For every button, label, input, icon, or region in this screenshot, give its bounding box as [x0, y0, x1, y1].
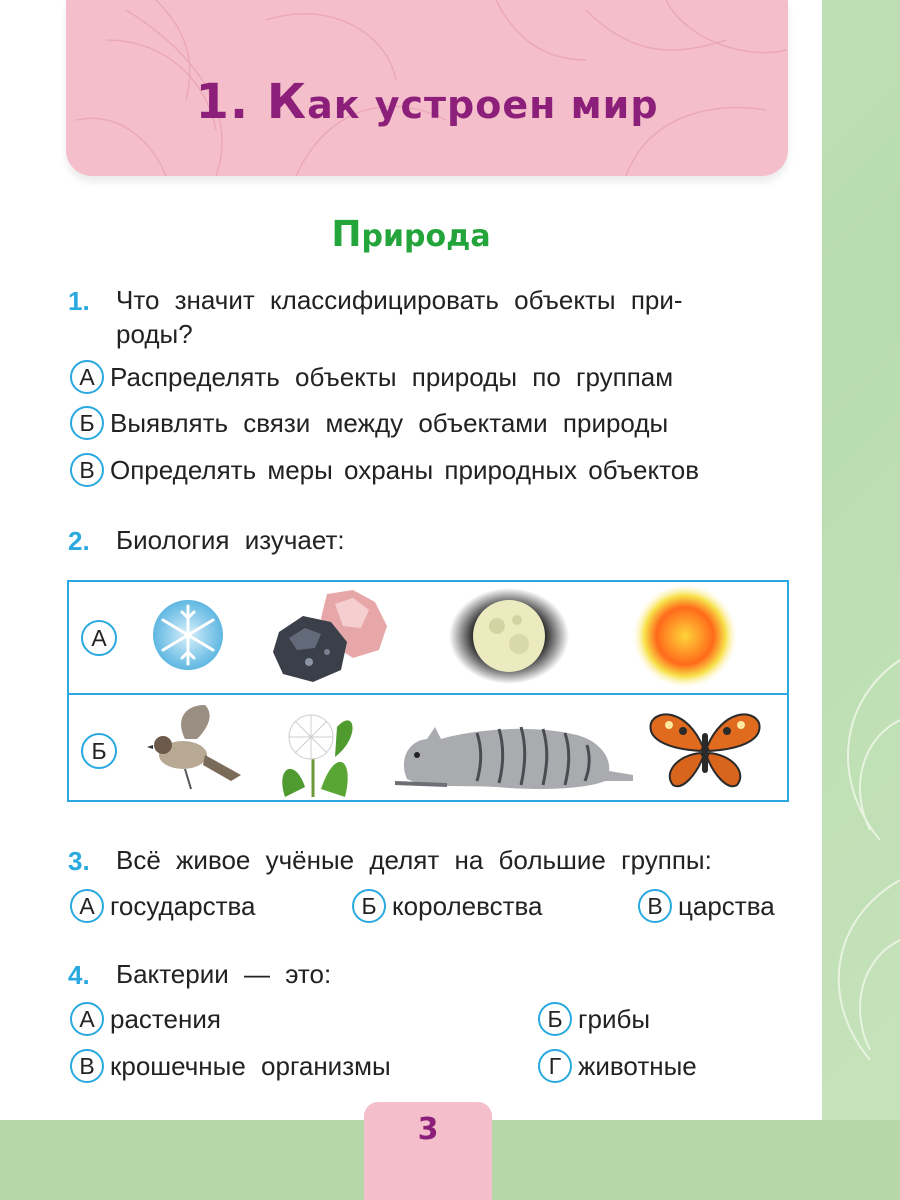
answer-option[interactable] — [538, 1049, 697, 1083]
answer-option[interactable] — [538, 1002, 650, 1036]
option-text: царства — [678, 890, 775, 921]
leaf-decoration — [820, 640, 900, 1120]
option-text: растения — [110, 1003, 221, 1034]
chapter-title: 1. Как устроен мир — [195, 74, 659, 130]
option-text: государства — [110, 890, 256, 921]
option-text: королевства — [392, 890, 543, 921]
image-row-a[interactable] — [69, 582, 787, 691]
page-number: 3 — [417, 1112, 439, 1147]
question-number: 3. — [68, 846, 90, 876]
sparrow-image — [145, 699, 245, 799]
chapter-banner — [66, 0, 788, 176]
rocks-image — [269, 588, 393, 684]
option-letter: Б — [70, 406, 104, 440]
option-letter: Г — [538, 1049, 572, 1083]
question-text: Бактерии — это: — [116, 959, 332, 989]
option-letter: А — [70, 360, 104, 394]
option-letter: Б — [81, 733, 117, 769]
answer-option[interactable] — [70, 889, 256, 923]
option-text: Выявлять связи между объектами природы — [110, 407, 669, 438]
question-text: Биология изучает: — [116, 525, 345, 555]
image-row-b[interactable] — [69, 693, 787, 804]
option-text: крошечные организмы — [110, 1050, 391, 1081]
option-letter: А — [81, 620, 117, 656]
sun-image — [629, 584, 741, 688]
option-letter: А — [70, 1002, 104, 1036]
answer-option[interactable] — [70, 360, 673, 394]
answer-option[interactable] — [70, 406, 668, 440]
option-letter: Б — [538, 1002, 572, 1036]
question-number: 4. — [68, 960, 90, 990]
butterfly-image — [647, 703, 763, 791]
option-letter: В — [70, 1049, 104, 1083]
question-number: 1. — [68, 286, 90, 316]
snowflake-image — [149, 596, 227, 674]
option-text: Распределять объекты природы по группам — [110, 361, 674, 392]
answer-option[interactable] — [70, 1002, 221, 1036]
question-text-continued: роды? — [116, 319, 193, 349]
option-letter: А — [70, 889, 104, 923]
cat-image — [387, 701, 639, 795]
section-title: Природа — [331, 214, 491, 255]
option-letter: Б — [352, 889, 386, 923]
page-number-tab — [364, 1102, 492, 1200]
image-answer-table — [67, 580, 789, 802]
answer-option[interactable] — [70, 453, 699, 487]
answer-option[interactable] — [70, 1049, 391, 1083]
answer-option[interactable] — [352, 889, 543, 923]
answer-option[interactable] — [638, 889, 775, 923]
option-text: грибы — [578, 1003, 651, 1034]
question-number: 2. — [68, 526, 90, 556]
option-text: животные — [578, 1050, 697, 1081]
moon-image — [447, 586, 571, 686]
dandelion-image — [265, 697, 365, 801]
question-text: Всё живое учёные делят на большие группы: — [116, 845, 712, 875]
option-letter: В — [70, 453, 104, 487]
question-text: Что значит классифицировать объекты при- — [116, 285, 683, 315]
option-text: Определять меры охраны природных объектов — [110, 454, 700, 485]
option-letter: В — [638, 889, 672, 923]
